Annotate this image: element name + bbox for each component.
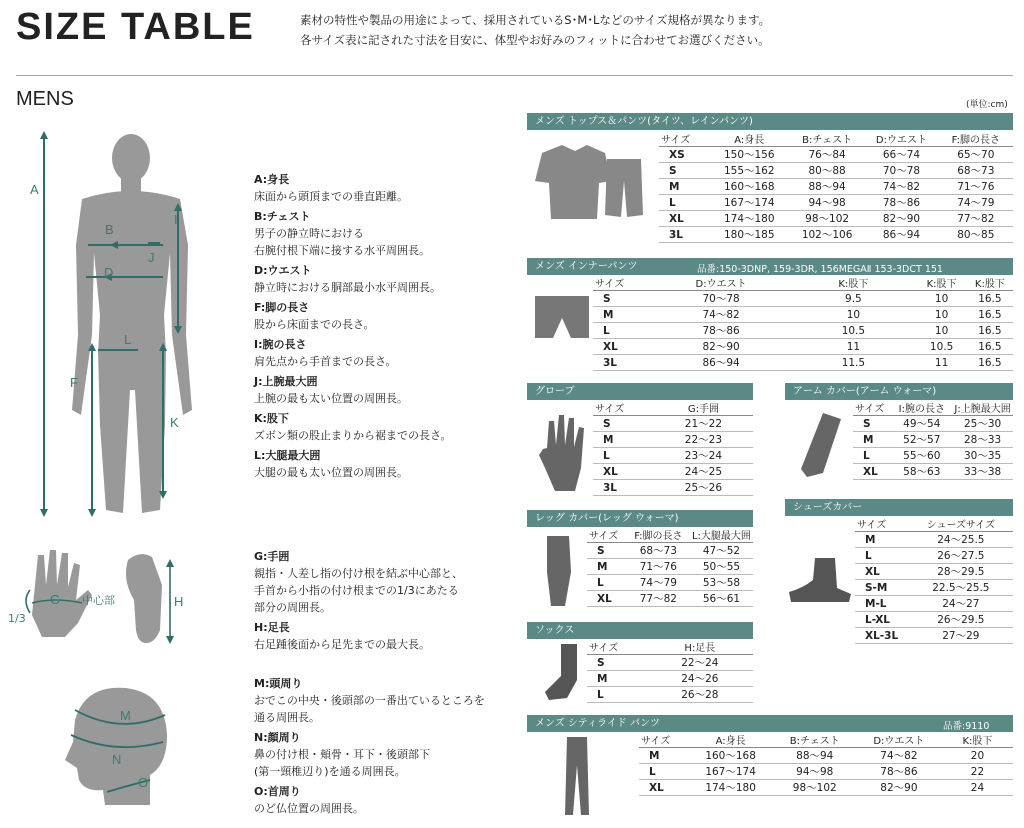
measure-title: G:手囲: [254, 550, 290, 563]
label-l: L: [124, 332, 132, 347]
size-table: [587, 639, 753, 703]
size-cell: L: [853, 448, 891, 464]
column-header: サイズ: [855, 516, 909, 532]
unit-note: (単位:cm): [966, 100, 1008, 110]
table-leg: [527, 510, 753, 605]
value-cell: 30〜35: [952, 448, 1013, 464]
value-cell: 80〜88: [790, 163, 864, 179]
value-cell: 22.5〜25.5: [909, 580, 1013, 596]
measure-item: [254, 336, 504, 370]
value-cell: 86〜94: [652, 355, 791, 371]
table-row: [593, 323, 1013, 339]
table-row: [639, 748, 1013, 764]
table-arm: [785, 383, 1013, 478]
value-cell: 94〜98: [790, 195, 864, 211]
column-header: D:ウエスト: [864, 131, 938, 147]
table-title: アーム カバー(アーム ウォーマ): [785, 383, 1013, 400]
value-cell: 86〜94: [864, 227, 938, 243]
value-cell: 80〜85: [939, 227, 1013, 243]
measure-item: [254, 619, 514, 653]
measure-item: [254, 675, 514, 726]
table-row: [659, 179, 1013, 195]
divider: [16, 75, 1013, 76]
table-row: [587, 559, 753, 575]
column-header: J:上腕最大囲: [952, 400, 1013, 416]
table-row: [855, 596, 1013, 612]
label-k: K: [170, 415, 179, 430]
table-row: [593, 432, 753, 448]
value-cell: 16.5: [967, 339, 1013, 355]
table-title: メンズ シティライド パンツ: [527, 715, 1013, 732]
value-cell: 74〜82: [652, 307, 791, 323]
table-row: [855, 580, 1013, 596]
size-cell: M: [639, 748, 688, 764]
size-cell: M: [593, 307, 652, 323]
table-row: [587, 591, 753, 607]
size-cell: M: [587, 671, 647, 687]
table-row: [855, 628, 1013, 644]
value-cell: 20: [942, 748, 1013, 764]
column-header: K:股下: [790, 275, 916, 291]
measure-text: 肩先点から手首までの長さ。: [254, 355, 397, 368]
value-cell: 24〜25: [654, 464, 753, 480]
size-table: [855, 516, 1013, 644]
table-shoe: [785, 499, 1013, 642]
value-cell: 160〜168: [709, 179, 790, 195]
measure-text: (第一頸椎辺り)を通る周囲長。: [254, 765, 406, 778]
table-row: [593, 339, 1013, 355]
column-header: F:脚の長さ: [627, 527, 690, 543]
measure-title: B:チェスト: [254, 210, 311, 223]
measure-text: 大腿の最も太い位置の周囲長。: [254, 466, 408, 479]
table-row: [855, 564, 1013, 580]
value-cell: 11: [916, 355, 966, 371]
measure-title: N:顔周り: [254, 731, 301, 744]
column-header: サイズ: [659, 131, 709, 147]
size-table: [853, 400, 1013, 480]
jersey-shorts-icon: [527, 141, 657, 221]
measure-item: [254, 171, 504, 205]
value-cell: 74〜79: [627, 575, 690, 591]
size-cell: M-L: [855, 596, 909, 612]
value-cell: 22〜23: [654, 432, 753, 448]
value-cell: 82〜90: [864, 211, 938, 227]
value-cell: 16.5: [967, 323, 1013, 339]
size-cell: L: [593, 323, 652, 339]
table-socks: [527, 622, 753, 701]
value-cell: 78〜86: [856, 764, 942, 780]
size-cell: M: [587, 559, 627, 575]
column-header: K:股下: [942, 732, 1013, 748]
measure-item: [254, 299, 504, 333]
size-cell: XL: [593, 339, 652, 355]
table-row: [593, 448, 753, 464]
table-row: [853, 432, 1013, 448]
size-cell: XS: [659, 147, 709, 163]
measure-text: ズボン類の股止まりから裾までの長さ。: [254, 429, 452, 442]
value-cell: 52〜57: [891, 432, 952, 448]
value-cell: 94〜98: [774, 764, 856, 780]
value-cell: 21〜22: [654, 416, 753, 432]
measure-text: 鼻の付け根・頬骨・耳下・後頭部下: [254, 748, 430, 761]
table-row: [593, 307, 1013, 323]
table-title: グローブ: [527, 383, 753, 400]
size-cell: S: [587, 655, 647, 671]
table-row: [853, 464, 1013, 480]
size-cell: XL: [587, 591, 627, 607]
value-cell: 82〜90: [856, 780, 942, 796]
measure-text: 部分の周囲長。: [254, 601, 331, 614]
measure-text: 男子の静立時における: [254, 227, 364, 240]
size-cell: XL: [659, 211, 709, 227]
size-cell: L: [659, 195, 709, 211]
table-inner: [527, 258, 1013, 369]
table-title: ソックス: [527, 622, 753, 639]
value-cell: 76〜84: [790, 147, 864, 163]
value-cell: 78〜86: [864, 195, 938, 211]
leg-cover-icon: [535, 532, 590, 612]
size-cell: M: [853, 432, 891, 448]
value-cell: 174〜180: [709, 211, 790, 227]
value-cell: 88〜94: [774, 748, 856, 764]
value-cell: 26〜27.5: [909, 548, 1013, 564]
label-o: O: [138, 775, 149, 790]
hand-descriptions: [254, 548, 514, 656]
measure-item: [254, 208, 504, 259]
value-cell: 16.5: [967, 307, 1013, 323]
size-cell: 3L: [593, 355, 652, 371]
size-cell: S: [587, 543, 627, 559]
measure-text: 上腕の最も太い位置の周囲長。: [254, 392, 408, 405]
value-cell: 10.5: [916, 339, 966, 355]
value-cell: 10: [916, 323, 966, 339]
column-header: D:ウエスト: [652, 275, 791, 291]
value-cell: 98〜102: [790, 211, 864, 227]
value-cell: 167〜174: [688, 764, 774, 780]
measure-item: [254, 262, 504, 296]
size-cell: L: [855, 548, 909, 564]
measure-text: 床面から頭頂までの垂直距離。: [254, 190, 408, 203]
section-title: MENS: [16, 88, 74, 110]
size-cell: S: [853, 416, 891, 432]
measure-title: D:ウエスト: [254, 264, 312, 277]
value-cell: 74〜82: [856, 748, 942, 764]
size-cell: L: [587, 687, 647, 703]
label-f: F: [70, 375, 78, 390]
value-cell: 150〜156: [709, 147, 790, 163]
value-cell: 33〜38: [952, 464, 1013, 480]
column-header: A:身長: [709, 131, 790, 147]
table-row: [659, 195, 1013, 211]
table-row: [659, 211, 1013, 227]
column-header: サイズ: [593, 400, 654, 416]
value-cell: 22: [942, 764, 1013, 780]
value-cell: 77〜82: [627, 591, 690, 607]
value-cell: 24: [942, 780, 1013, 796]
measure-title: J:上腕最大囲: [254, 375, 318, 388]
size-cell: XL: [593, 464, 654, 480]
table-row: [853, 416, 1013, 432]
measure-text: 通る周囲長。: [254, 711, 320, 724]
value-cell: 71〜76: [627, 559, 690, 575]
column-header: H:足長: [647, 639, 753, 655]
value-cell: 82〜90: [652, 339, 791, 355]
value-cell: 160〜168: [688, 748, 774, 764]
sock-icon: [537, 642, 592, 704]
table-row: [587, 655, 753, 671]
measure-text: 静立時における胴部最小水平周囲長。: [254, 281, 441, 294]
column-header: A:身長: [688, 732, 774, 748]
measure-title: F:脚の長さ: [254, 301, 310, 314]
value-cell: 22〜24: [647, 655, 753, 671]
table-title: メンズ トップス＆パンツ(タイツ、レインパンツ): [527, 113, 1013, 130]
size-table: [587, 527, 753, 607]
value-cell: 24〜25.5: [909, 532, 1013, 548]
table-row: [593, 291, 1013, 307]
measure-text: 親指・人差し指の付け根を結ぶ中心部と、: [254, 567, 463, 580]
value-cell: 10: [916, 291, 966, 307]
column-header: サイズ: [639, 732, 688, 748]
value-cell: 102〜106: [790, 227, 864, 243]
value-cell: 55〜60: [891, 448, 952, 464]
measure-title: O:首周り: [254, 785, 301, 798]
value-cell: 65〜70: [939, 147, 1013, 163]
table-row: [587, 575, 753, 591]
table-row: [587, 687, 753, 703]
size-cell: S: [593, 291, 652, 307]
table-row: [855, 548, 1013, 564]
measure-item: [254, 373, 504, 407]
value-cell: 24〜26: [647, 671, 753, 687]
table-glove: [527, 383, 753, 494]
size-cell: XL: [639, 780, 688, 796]
value-cell: 9.5: [790, 291, 916, 307]
size-table: [639, 732, 1013, 796]
column-header: B:チェスト: [790, 131, 864, 147]
table-row: [593, 464, 753, 480]
value-cell: 74〜79: [939, 195, 1013, 211]
label-g: G: [50, 592, 61, 607]
glove-icon: [537, 413, 592, 493]
column-header: サイズ: [593, 275, 652, 291]
measure-text: 手首から小指の付け根までの1/3にあたる: [254, 584, 459, 597]
head-figure: [55, 680, 185, 810]
label-d: D: [104, 265, 114, 280]
size-table: [593, 275, 1013, 371]
shoe-cover-icon: [785, 554, 855, 604]
label-a: A: [30, 182, 39, 197]
value-cell: 23〜24: [654, 448, 753, 464]
value-cell: 28〜33: [952, 432, 1013, 448]
column-header: I:腕の長さ: [891, 400, 952, 416]
column-header: G:手囲: [654, 400, 753, 416]
value-cell: 77〜82: [939, 211, 1013, 227]
column-header: シューズサイズ: [909, 516, 1013, 532]
table-row: [855, 612, 1013, 628]
value-cell: 66〜74: [864, 147, 938, 163]
column-header: K:股下: [967, 275, 1013, 291]
value-cell: 25〜26: [654, 480, 753, 496]
value-cell: 24〜27: [909, 596, 1013, 612]
table-row: [639, 780, 1013, 796]
value-cell: 16.5: [967, 291, 1013, 307]
table-city: [527, 715, 1013, 794]
value-cell: 53〜58: [690, 575, 753, 591]
value-cell: 47〜52: [690, 543, 753, 559]
value-cell: 50〜55: [690, 559, 753, 575]
table-title: レッグ カバー(レッグ ウォーマ): [527, 510, 753, 527]
size-cell: 3L: [593, 480, 654, 496]
column-header: D:ウエスト: [856, 732, 942, 748]
table-row: [593, 355, 1013, 371]
table-row: [853, 448, 1013, 464]
size-cell: L: [587, 575, 627, 591]
measure-item: [254, 729, 514, 780]
value-cell: 155〜162: [709, 163, 790, 179]
size-cell: M: [659, 179, 709, 195]
intro-line-2: 各サイズ表に記された寸法を目安に、体型やお好みのフィットに合わせてお選びください。: [300, 33, 770, 47]
value-cell: 10: [790, 307, 916, 323]
size-cell: S: [593, 416, 654, 432]
table-tops: [527, 113, 1013, 241]
measure-text: おでこの中央・後頭部の一番出ているところを: [254, 694, 485, 707]
value-cell: 49〜54: [891, 416, 952, 432]
value-cell: 11: [790, 339, 916, 355]
column-header: K:股下: [916, 275, 966, 291]
label-j: J: [148, 250, 155, 265]
value-cell: 174〜180: [688, 780, 774, 796]
table-row: [587, 543, 753, 559]
value-cell: 11.5: [790, 355, 916, 371]
value-cell: 68〜73: [627, 543, 690, 559]
size-cell: M: [593, 432, 654, 448]
table-note: 品番:9110: [943, 721, 990, 732]
label-b: B: [105, 222, 114, 237]
value-cell: 10.5: [790, 323, 916, 339]
table-row: [659, 163, 1013, 179]
measure-title: A:身長: [254, 173, 290, 186]
measure-text: 右足踵後面から足先までの最大長。: [254, 638, 430, 651]
table-row: [659, 147, 1013, 163]
table-row: [659, 227, 1013, 243]
value-cell: 98〜102: [774, 780, 856, 796]
size-cell: L-XL: [855, 612, 909, 628]
long-pants-icon: [557, 735, 597, 820]
page-title: SIZE TABLE: [16, 6, 255, 48]
value-cell: 70〜78: [652, 291, 791, 307]
measure-text: 右腕付根下端に接する水平周囲長。: [254, 244, 430, 257]
size-cell: S-M: [855, 580, 909, 596]
value-cell: 71〜76: [939, 179, 1013, 195]
table-row: [593, 416, 753, 432]
value-cell: 180〜185: [709, 227, 790, 243]
size-cell: XL: [855, 564, 909, 580]
value-cell: 74〜82: [864, 179, 938, 195]
value-cell: 88〜94: [790, 179, 864, 195]
size-table: [593, 400, 753, 496]
value-cell: 58〜63: [891, 464, 952, 480]
column-header: サイズ: [587, 527, 627, 543]
measure-text: のど仏位置の周囲長。: [254, 802, 364, 815]
table-title: メンズ インナーパンツ: [527, 258, 1013, 275]
head-descriptions: [254, 675, 514, 820]
value-cell: 70〜78: [864, 163, 938, 179]
value-cell: 26〜28: [647, 687, 753, 703]
value-cell: 25〜30: [952, 416, 1013, 432]
table-row: [855, 532, 1013, 548]
size-cell: XL: [853, 464, 891, 480]
label-h: H: [174, 594, 184, 609]
measure-title: K:股下: [254, 412, 289, 425]
measure-item: [254, 410, 504, 444]
measure-text: 股から床面までの長さ。: [254, 318, 375, 331]
table-title: シューズカバー: [785, 499, 1013, 516]
value-cell: 28〜29.5: [909, 564, 1013, 580]
measure-item: [254, 447, 504, 481]
label-n: N: [112, 752, 122, 767]
value-cell: 167〜174: [709, 195, 790, 211]
column-header: サイズ: [853, 400, 891, 416]
body-descriptions: [254, 171, 504, 484]
value-cell: 16.5: [967, 355, 1013, 371]
measure-title: I:腕の長さ: [254, 338, 307, 351]
value-cell: 78〜86: [652, 323, 791, 339]
label-i: I: [174, 212, 178, 227]
value-cell: 27〜29: [909, 628, 1013, 644]
value-cell: 10: [916, 307, 966, 323]
table-note: 品番:150-3DNP, 159-3DR, 156MEGAⅡ 153-3DCT 151: [697, 264, 943, 275]
column-header: サイズ: [587, 639, 647, 655]
table-row: [587, 671, 753, 687]
body-figure: [20, 125, 235, 525]
column-header: L:大腿最大囲: [690, 527, 753, 543]
label-m: M: [120, 708, 131, 723]
size-cell: L: [593, 448, 654, 464]
size-cell: 3L: [659, 227, 709, 243]
arm-cover-icon: [793, 411, 848, 481]
intro-line-1: 素材の特性や製品の用途によって、採用されているS･M･Lなどのサイズ規格が異なります。: [300, 13, 771, 27]
size-cell: M: [855, 532, 909, 548]
measure-title: M:頭周り: [254, 677, 303, 690]
size-cell: S: [659, 163, 709, 179]
column-header: B:チェスト: [774, 732, 856, 748]
column-header: F:脚の長さ: [939, 131, 1013, 147]
size-table: [659, 131, 1013, 243]
measure-title: L:大腿最大囲: [254, 449, 321, 462]
measure-item: [254, 548, 514, 616]
value-cell: 56〜61: [690, 591, 753, 607]
size-cell: XL-3L: [855, 628, 909, 644]
label-center: 中心部: [82, 594, 115, 607]
inner-shorts-icon: [527, 288, 597, 348]
value-cell: 26〜29.5: [909, 612, 1013, 628]
table-row: [639, 764, 1013, 780]
table-row: [593, 480, 753, 496]
measure-title: H:足長: [254, 621, 290, 634]
measure-item: [254, 783, 514, 817]
label-third: 1/3: [8, 612, 26, 625]
value-cell: 68〜73: [939, 163, 1013, 179]
size-cell: L: [639, 764, 688, 780]
